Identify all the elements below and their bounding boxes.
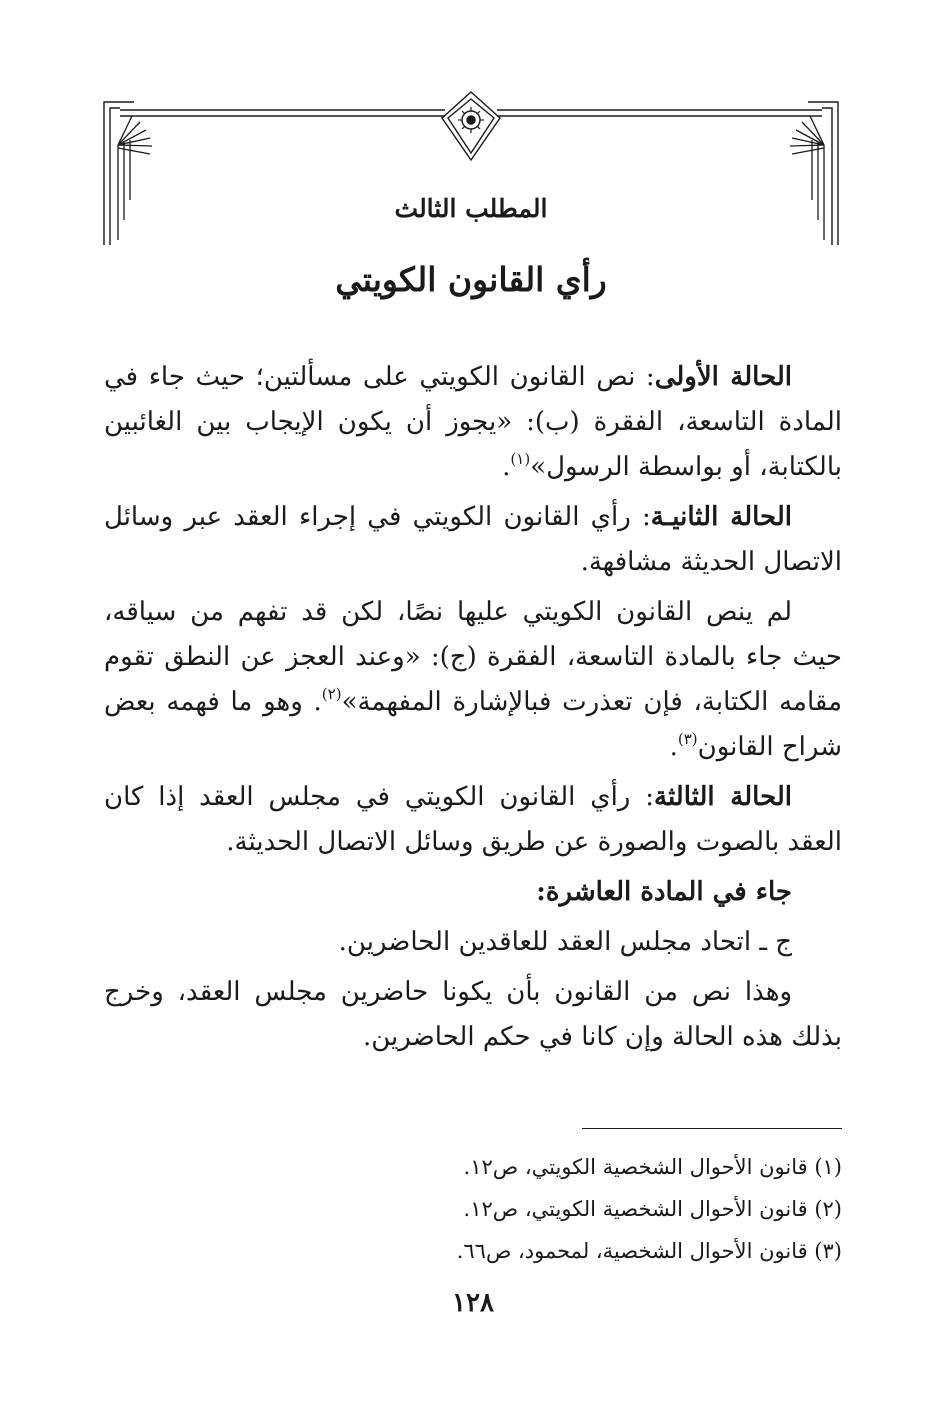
paragraph-text: رأي القانون الكويتي في إجراء العقد عبر وسائل الاتصال الحديثة مشافهة.: [104, 502, 842, 577]
footnote-ref: (١): [510, 450, 531, 468]
case-lead: الحالة الثالثة: [654, 782, 793, 812]
footnote-1: (١) قانون الأحوال الشخصية الكويتي، ص١٢.: [463, 1155, 842, 1179]
body-text: [104, 355, 842, 1065]
closing-paragraph: وهذا نص من القانون بأن يكونا حاضرين مجلس العقد، وخرج بذلك هذه الحالة وإن كانا في حكم الحاضرين.: [104, 977, 842, 1052]
footnote-separator: [582, 1128, 842, 1129]
case-lead: الحالة الأولى: [654, 362, 792, 392]
footnote-ref: (٢): [321, 685, 342, 703]
paragraph-text: رأي القانون الكويتي في مجلس العقد إذا كان العقد بالصوت والصورة عن طريق وسائل الاتصال الحديثة.: [104, 782, 842, 857]
article-clause: ج ـ اتحاد مجلس العقد للعاقدين الحاضرين.: [338, 927, 792, 957]
paragraph-case-1: الحالة الأولى: نص القانون الكويتي على مسألتين؛ حيث جاء في المادة التاسعة، الفقرة (ب): «يجوز أن يكون الإيجاب بين الغائبين بالكتابة، أو بواسطة الرسول»$^{(١)}$.: [104, 362, 842, 482]
case-lead: الحالة الثانيـة: [650, 502, 792, 532]
paragraph-text: نص القانون الكويتي على مسألتين؛ حيث جاء في المادة التاسعة، الفقرة (ب): «يجوز أن يكون الإيجاب بين الغائبين بالكتابة، أو بواسطة الرسول»: [104, 362, 842, 482]
ornament-frame-graphic: [100, 90, 842, 250]
paragraph-case-3: الحالة الثالثة: رأي القانون الكويتي في مجلس العقد إذا كان العقد بالصوت والصورة عن طريق وسائل الاتصال الحديثة.: [104, 782, 842, 857]
section-label: المطلب الثالث: [394, 194, 548, 223]
footnote-3: (٣) قانون الأحوال الشخصية، لمحمود، ص٦٦.: [456, 1239, 842, 1263]
page-number: ١٢٨: [452, 1288, 494, 1318]
paragraph-case-2: الحالة الثانيـة: رأي القانون الكويتي في إجراء العقد عبر وسائل الاتصال الحديثة مشافهة.: [104, 502, 842, 577]
chapter-title: رأي القانون الكويتي: [335, 260, 607, 299]
paragraph-text: لم ينص القانون الكويتي عليها نصًا، لكن قد تفهم من سياقه، حيث جاء بالمادة التاسعة، الفقرة (ج): «وعند العجز عن النطق تقوم مقامه الكتابة، فإن تعذرت فبالإشارة المفهمة»: [104, 597, 842, 717]
footnote-ref: (٣): [677, 730, 698, 748]
footnote-2: (٢) قانون الأحوال الشخصية الكويتي، ص١٢.: [463, 1197, 842, 1221]
footnotes: [104, 1146, 844, 1272]
paragraph-explanation: لم ينص القانون الكويتي عليها نصًا، لكن قد تفهم من سياقه، حيث جاء بالمادة التاسعة، الفقرة (ج): «وعند العجز عن النطق تقوم مقامه الكتابة، فإن تعذرت فبالإشارة المفهمة»$^{(٢)}$. وهو ما فهمه بعض شراح القانون$^{(٣)}$.: [104, 597, 842, 762]
decorative-header-frame: [100, 90, 842, 250]
article-ten-heading: جاء في المادة العاشرة:: [536, 877, 792, 907]
